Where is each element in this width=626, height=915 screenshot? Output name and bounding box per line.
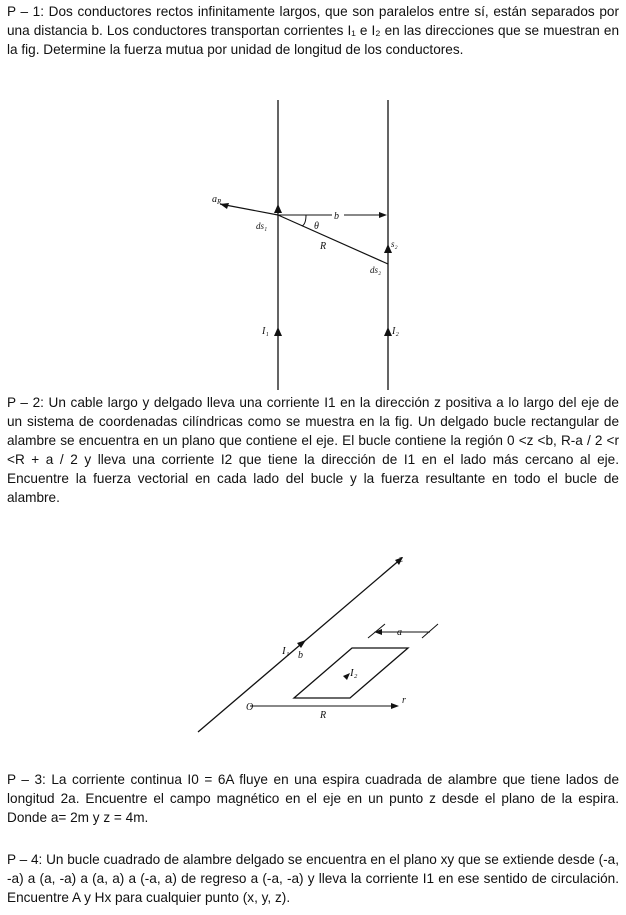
label-O: O bbox=[246, 702, 254, 713]
label-r: r bbox=[402, 695, 406, 706]
problem-3-text: P – 3: La corriente continua I0 = 6A fluye en una espira cuadrada de alambre que tiene lados de longitud 2a. Encuentre el campo magnético en el eje en un punto z desde el plano de la espira. Donde a= 2m y z = 4m. bbox=[7, 772, 619, 825]
label-I1: I₁ bbox=[262, 326, 269, 337]
label-b: b bbox=[298, 650, 303, 661]
label-s2: s₂ bbox=[391, 239, 398, 249]
problem-4-text: P – 4: Un bucle cuadrado de alambre delgado se encuentra en el plano xy que se extiende desde (-a, -a) a (a, -a) a (a, a) a (-a, a) de regreso a (-a, -a) y lleva la corriente I1 en ese sentido de circulación. Encuentre A y Hx para cualquier punto (x, y, z). bbox=[7, 852, 619, 905]
label-R: R bbox=[320, 710, 327, 721]
current-1-up-arrow bbox=[274, 204, 282, 213]
label-z: z bbox=[399, 554, 403, 565]
problem-2-text: P – 2: Un cable largo y delgado lleva una corriente I1 en la dirección z positiva a lo largo del eje de un sistema de coordenadas cilíndricas como se muestra en la fig. Un delgado bucle rectangular de alambre se encuentra en un plano que contiene el eje. El bucle contiene la región 0 <z <b, R-a / 2 <r <R + a / 2 y lleva una corriente I2 que tiene la dirección de I1 en el lado más cercano al eje. Encuentre la fuerza vectorial en cada lado del bucle y la fuerza resultante en todo el bucle de alambre. bbox=[7, 395, 619, 505]
current-I2-arrow bbox=[343, 673, 350, 680]
label-I2: I₂ bbox=[392, 326, 399, 337]
label-I1: I₁ bbox=[282, 645, 290, 657]
label-a: a bbox=[397, 627, 402, 638]
label-aR: $a_R$ bbox=[212, 194, 222, 206]
current-2-lower-arrow bbox=[384, 327, 392, 336]
label-ds2: ds₂ bbox=[370, 265, 382, 275]
label-b: b bbox=[334, 211, 339, 222]
label-R: R bbox=[320, 241, 327, 252]
figure-parallel-conductors bbox=[190, 98, 430, 393]
problem-1-text: P – 1: Dos conductores rectos infinitamente largos, que son paralelos entre sí, están separados por una distancia b. Los conductores transportan corrientes I₁ e I₂ en las direcciones que se muestran en la fig. Determine la fuerza mutua por unidad de longitud de los conductores. bbox=[7, 4, 619, 57]
current-1-lower-arrow bbox=[274, 327, 282, 336]
label-I2: I₂ bbox=[350, 667, 358, 679]
figure-wire-and-loop bbox=[190, 546, 450, 746]
label-theta: θ bbox=[314, 221, 319, 232]
label-ds1: ds₁ bbox=[256, 221, 268, 231]
